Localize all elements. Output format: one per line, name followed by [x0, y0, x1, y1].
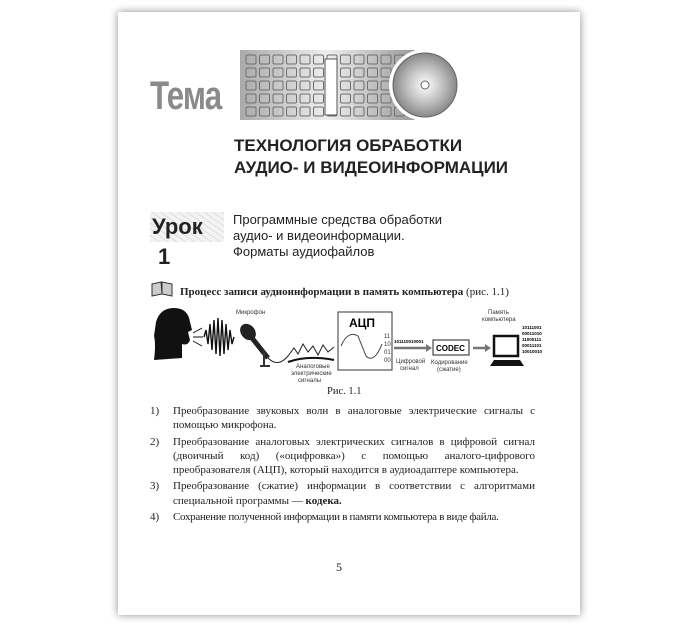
item-text: Преобразование аналоговых электрических сигналов в цифровой сигнал (двоичный код) («оцифровка») с помощью аналого-цифрового преобразователя (АЦП), который находится в аудиоадаптере компьютера.	[173, 435, 535, 477]
topic-banner-image	[238, 47, 470, 123]
label-digital: сигнал	[400, 366, 419, 372]
sound-wave-icon	[204, 318, 234, 356]
section-title-text: Процесс записи аудиоинформации в память компьютера	[180, 286, 464, 298]
section-title	[180, 286, 509, 298]
topic-label: Тема	[150, 74, 222, 118]
title-line: АУДИО- И ВИДЕОИНФОРМАЦИИ	[234, 158, 509, 177]
item-text: Сохранение полученной информации в памяти компьютера в виде файла.	[173, 511, 499, 524]
figure-ref: (рис. 1.1)	[466, 286, 509, 298]
topic-title	[234, 135, 508, 179]
label-coding: Кодирование	[431, 360, 468, 366]
steps-list	[150, 404, 535, 526]
item-text: Преобразование звуковых волн в аналоговые электрические сигналы с помощью микрофона.	[173, 405, 535, 432]
lesson-title-line: аудио- и видеоинформации.	[233, 228, 405, 243]
list-item	[150, 404, 535, 433]
label-analog: электрические	[291, 371, 332, 377]
level: 01	[384, 350, 391, 356]
figure-caption: Рис. 1.1	[327, 386, 362, 397]
item-number: 4)	[150, 511, 160, 524]
lesson-number: 1	[158, 244, 171, 269]
lesson-title-line: Форматы аудиофайлов	[233, 244, 375, 259]
label-memory: компьютера	[482, 317, 516, 323]
adc-label: АЦП	[349, 316, 376, 330]
label-analog: сигналы	[298, 378, 322, 384]
item-number: 2)	[150, 435, 160, 448]
title-line: ТЕХНОЛОГИЯ ОБРАБОТКИ	[234, 136, 463, 155]
page-number: 5	[336, 560, 342, 574]
codec-label: CODEC	[436, 344, 465, 353]
item-number: 1)	[150, 405, 160, 417]
label-coding: (сжатие)	[437, 367, 461, 373]
book-icon	[150, 280, 174, 298]
level: 10	[384, 342, 391, 348]
lesson-label: Урок	[152, 214, 203, 239]
label-analog: Аналоговые	[296, 364, 330, 370]
label-digital: Цифровой	[396, 359, 426, 365]
level: 00	[384, 358, 391, 364]
item-bold: кодека.	[305, 494, 342, 507]
voice-icon	[193, 328, 203, 346]
label-microphone: Микрофон	[236, 310, 266, 316]
computer-icon	[490, 336, 524, 366]
lesson-badge	[150, 212, 224, 269]
lesson-title	[233, 212, 442, 260]
list-item	[150, 479, 535, 508]
memory-bits: 11000111	[522, 337, 542, 342]
binary-stream: 101110010001	[394, 339, 424, 344]
label-memory: Память	[488, 310, 509, 316]
microphone-icon	[237, 321, 270, 366]
lesson-title-line: Программные средства обработки	[233, 212, 442, 227]
memory-bits: 00011101	[522, 343, 542, 348]
memory-bits: 00011010	[522, 331, 542, 336]
figure-audio-recording	[148, 300, 548, 386]
memory-bits: 10010010	[522, 349, 543, 354]
item-text: Преобразование (сжатие) информации в соответствии с алгоритмами специальной программы —	[173, 480, 535, 507]
memory-bits: 10111001	[522, 325, 542, 330]
list-item	[150, 435, 535, 478]
head-icon	[154, 308, 192, 360]
level: 11	[384, 334, 391, 340]
list-item	[150, 510, 535, 524]
item-number: 3)	[150, 480, 160, 493]
